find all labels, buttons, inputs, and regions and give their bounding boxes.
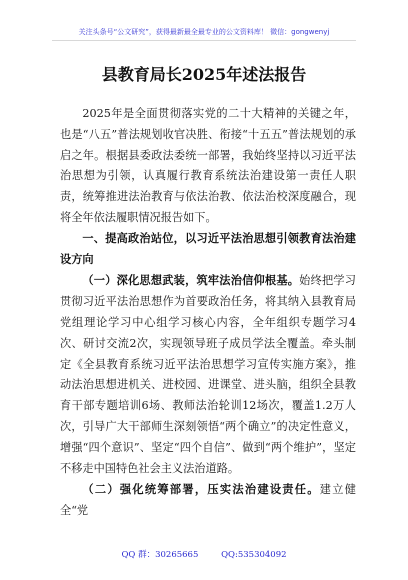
page-header [0, 0, 408, 44]
footer-qq-contact: QQ:535304092 [221, 550, 287, 560]
footer-contacts [0, 548, 408, 560]
footer-qq-group: QQ 群：30265665 [121, 550, 199, 560]
subsection-1-paragraph [60, 270, 356, 479]
intro-paragraph: 2025年是全面贯彻落实党的二十大精神的关键之年，也是“八五”普法规划收官决胜、衔接“十五五”普法规划的承启之年。根据县委政法委统一部署，我始终坚持以习近平法治思想为引领，认真履行教育系统法治建设第一责任人职责，统筹推进法治教育与依法治教、依法治校深度融合，现将全年依法履职情况报告如下。 [60, 107, 356, 224]
subsection-1-heading: （一）深化思想武装，筑牢法治信仰根基。 [82, 273, 300, 288]
subsection-2-heading: （二）强化统筹部署，压实法治建设责任。 [82, 482, 320, 497]
subsection-1-text: 始终把学习贯彻习近平法治思想作为首要政治任务，将其纳入县教育局党组理论学习中心组学习核心内容，全年组织专题学习4次、研讨交流2次，实现领导班子成员学法全覆盖。牵头制定《全县教育系统习近平法治思想学习宣传实施方案》，推动法治思想进机关、进校园、进课堂、进头脑，组织全县教育干部专题培训6场、教师法治轮训12场次，覆盖1.2万人次，引导广大干部师生深刻领悟“两个确立”的决定性意义，增强“四个意识”、坚定“四个自信”、做到“两个维护”，坚定不移走中国特色社会主义法治道路。 [60, 274, 356, 475]
section-heading: 一、提高政治站位，以习近平法治思想引领教育法治建设方向 [60, 231, 356, 266]
header-divider [52, 40, 356, 41]
header-notice: 关注头条号“公文研究”，获得最新最全最专业的公文资料库！ 微信：gongwenyj [78, 28, 330, 36]
document-body [60, 104, 356, 522]
page-footer [0, 548, 408, 568]
subsection-2-text: 建立健全“党 [60, 483, 356, 518]
subsection-2-paragraph [60, 479, 356, 522]
document-title: 县教育局长2025年述法报告 [101, 65, 307, 84]
